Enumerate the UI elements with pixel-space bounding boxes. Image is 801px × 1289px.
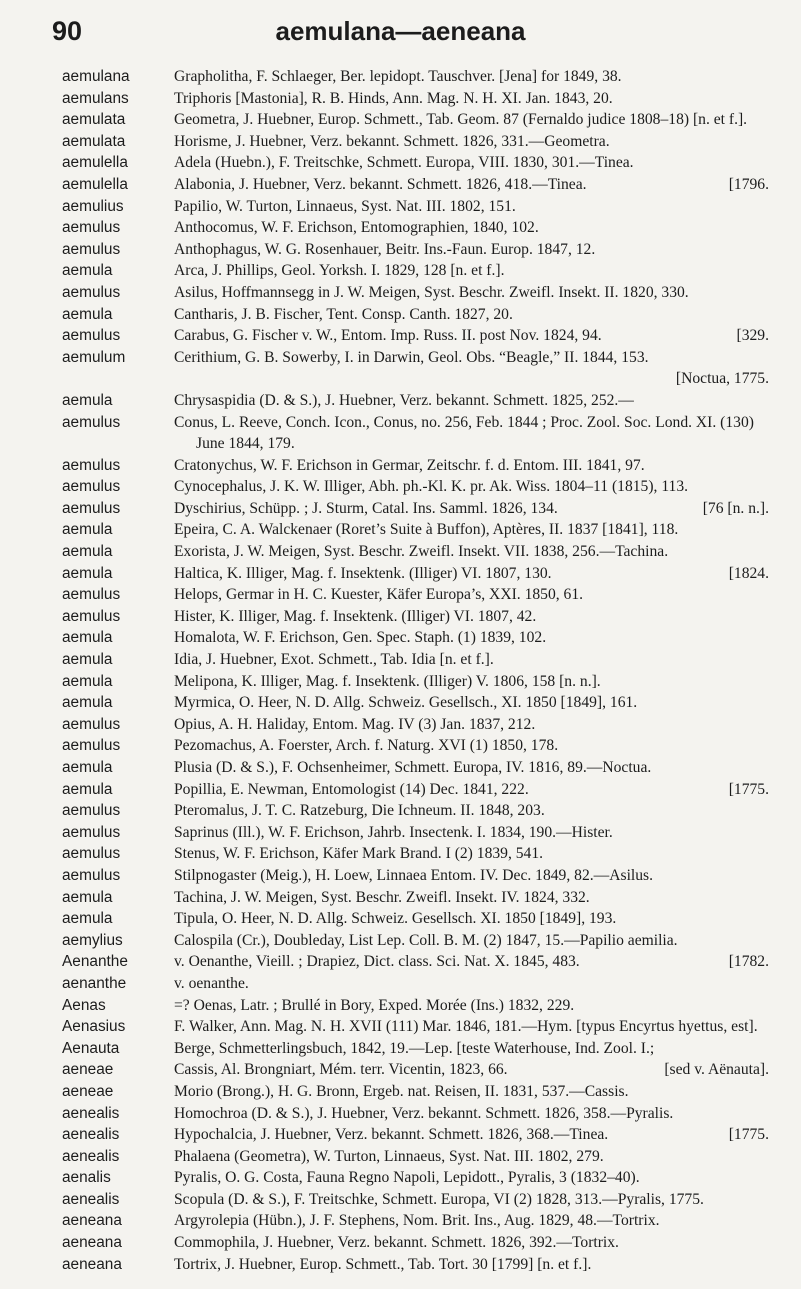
entry xyxy=(0,822,801,844)
entry-name: aemula xyxy=(62,672,113,690)
entry-carryover: [1824. xyxy=(728,564,769,582)
entry-reference-text: Popillia, E. Newman, Entomologist (14) Dec. 1841, 222. xyxy=(174,780,529,798)
entry xyxy=(0,930,801,952)
entry-reference xyxy=(174,88,769,110)
entry xyxy=(0,1146,801,1168)
entry-reference xyxy=(174,887,769,909)
entry-reference-text: Dyschirius, Schüpp. ; J. Sturm, Catal. Ins. Samml. 1826, 134. xyxy=(174,499,558,517)
entry xyxy=(0,1103,801,1125)
entry-reference xyxy=(174,1167,769,1189)
entry-reference-text: Stilpnogaster (Meig.), H. Loew, Linnaea Entom. IV. Dec. 1849, 82.—Asilus. xyxy=(174,866,653,884)
entry-name: aenealis xyxy=(62,1104,120,1122)
entry-name: aemulata xyxy=(62,111,126,129)
entry-reference xyxy=(174,66,769,88)
entry-name: aemulus xyxy=(62,586,121,604)
running-head: aemulana—aeneana xyxy=(275,16,526,46)
entry-reference xyxy=(174,671,769,693)
entry-reference xyxy=(174,1146,769,1168)
entry-reference-text: Homalota, W. F. Erichson, Gen. Spec. Staph. (1) 1839, 102. xyxy=(174,629,547,647)
entry-carryover: [1775. xyxy=(728,780,769,798)
entry-reference-text: Adela (Huebn.), F. Treitschke, Schmett. Europa, VIII. 1830, 301.—Tinea. xyxy=(174,154,634,172)
entry-name: aeneana xyxy=(62,1212,122,1230)
entry-reference-text: Asilus, Hoffmannsegg in J. W. Meigen, Syst. Beschr. Zweifl. Insekt. II. 1820, 330. xyxy=(174,283,689,301)
entry xyxy=(0,152,801,174)
entry-name: aemulus xyxy=(62,478,121,496)
entry-reference-text: Cerithium, G. B. Sowerby, I. in Darwin, Geol. Obs. “Beagle,” II. 1844, 153. xyxy=(174,348,649,366)
entry xyxy=(0,1016,801,1038)
entry-name: aemula xyxy=(62,629,113,647)
entry xyxy=(0,1254,801,1276)
entry-reference-text: Argyrolepia (Hübn.), J. F. Stephens, Nom. Brit. Ins., Aug. 1829, 48.—Tortrix. xyxy=(174,1212,660,1230)
entry-reference xyxy=(174,584,769,606)
entry-name: aemulans xyxy=(62,89,129,107)
entry-reference-text: Idia, J. Huebner, Exot. Schmett., Tab. Idia [n. et f.]. xyxy=(174,651,494,669)
entry-reference-text: Phalaena (Geometra), W. Turton, Linnaeus, Syst. Nat. III. 1802, 279. xyxy=(174,1147,604,1165)
entry-reference-text: Cantharis, J. B. Fischer, Tent. Consp. Canth. 1827, 20. xyxy=(174,305,513,323)
entry-name: Aenauta xyxy=(62,1039,120,1057)
entry xyxy=(0,692,801,714)
entry-reference xyxy=(174,217,769,239)
entry xyxy=(0,1189,801,1211)
entry xyxy=(0,800,801,822)
entry-reference-text: Scopula (D. & S.), F. Treitschke, Schmett. Europa, VI (2) 1828, 313.—Pyralis, 1775. xyxy=(174,1190,704,1208)
entry-list xyxy=(0,66,801,1275)
entry xyxy=(0,131,801,153)
entry-carryover: [sed v. Aënauta]. xyxy=(664,1061,769,1079)
entry-carryover: [1796. xyxy=(728,175,769,193)
entry-name: aemula xyxy=(62,521,113,539)
entry-reference-text: Tipula, O. Heer, N. D. Allg. Schweiz. Gesellsch. XI. 1850 [1849], 193. xyxy=(174,910,617,928)
entry xyxy=(0,519,801,541)
entry-reference xyxy=(174,951,769,973)
entry-reference-text: Chrysaspidia (D. & S.), J. Huebner, Verz. bekannt. Schmett. 1825, 252.— xyxy=(174,391,634,409)
entry xyxy=(0,908,801,930)
entry-reference xyxy=(174,995,769,1017)
entry xyxy=(0,412,801,455)
entry-name: aemula xyxy=(62,694,113,712)
entry-reference xyxy=(174,822,769,844)
entry-name: aemula xyxy=(62,759,113,776)
entry-name: aemulus xyxy=(62,823,121,841)
entry xyxy=(0,951,801,973)
entry xyxy=(0,779,801,801)
entry-reference xyxy=(174,1124,769,1146)
entry-reference-text: Commophila, J. Huebner, Verz. bekannt. Schmett. 1826, 392.—Tortrix. xyxy=(174,1234,619,1252)
page-number: 90 xyxy=(52,16,83,46)
entry-name: aemula xyxy=(62,780,113,798)
entry-name: aemulella xyxy=(62,154,128,172)
entry xyxy=(0,973,801,995)
entry-reference xyxy=(174,1081,769,1103)
entry-name: aemulata xyxy=(62,132,126,150)
entry-name: aemulum xyxy=(62,348,126,366)
entry-name: aemulus xyxy=(62,283,121,301)
entry-name: aemulus xyxy=(62,456,121,474)
entry xyxy=(0,714,801,736)
entry-reference xyxy=(174,1103,769,1125)
entry-reference-text: Plusia (D. & S.), F. Ochsenheimer, Schmett. Europa, IV. 1816, 89.—Noctua. xyxy=(174,759,652,776)
entry-reference xyxy=(174,1210,769,1232)
entry-reference xyxy=(174,930,769,952)
entry-reference xyxy=(174,779,769,801)
entry-reference-text: Berge, Schmetterlingsbuch, 1842, 19.—Lep. [teste Waterhouse, Ind. Zool. I.; xyxy=(174,1039,655,1057)
entry-name: aemula xyxy=(62,305,113,323)
entry-name: aenealis xyxy=(62,1190,120,1208)
entry-name: aemulus xyxy=(62,327,121,345)
entry xyxy=(0,1210,801,1232)
entry-reference-text: Exorista, J. W. Meigen, Syst. Beschr. Zweifl. Insekt. VII. 1838, 256.—Tachina. xyxy=(174,543,669,561)
entry-carryover: [76 [n. n.]. xyxy=(702,499,769,517)
entry-reference xyxy=(174,325,769,347)
entry xyxy=(0,649,801,671)
entry-reference xyxy=(174,1016,769,1038)
entry-reference xyxy=(174,541,769,563)
entry-reference-text: Pezomachus, A. Foerster, Arch. f. Naturg. XVI (1) 1850, 178. xyxy=(174,737,559,755)
entry-carryover: [1775. xyxy=(728,1126,769,1144)
entry xyxy=(0,563,801,585)
entry-reference-text: Conus, L. Reeve, Conch. Icon., Conus, no. 256, Feb. 1844 ; Proc. Zool. Soc. Lond. XI. (130) June 1844, 179. xyxy=(174,413,754,453)
entry-reference-text: Hister, K. Illiger, Mag. f. Insektenk. (Illiger) VI. 1807, 42. xyxy=(174,607,537,625)
entry-reference xyxy=(174,800,769,822)
entry-name: aemulus xyxy=(62,413,121,431)
entry-reference xyxy=(174,131,769,153)
entry-carryover: [Noctua, 1775. xyxy=(675,370,769,388)
entry-reference-text: Anthophagus, W. G. Rosenhauer, Beitr. Ins.-Faun. Europ. 1847, 12. xyxy=(174,240,596,258)
entry-reference-text: v. oenanthe. xyxy=(174,974,249,992)
entry xyxy=(0,1081,801,1103)
entry-reference xyxy=(174,519,769,541)
entry xyxy=(0,541,801,563)
entry-reference-text: Calospila (Cr.), Doubleday, List Lep. Coll. B. M. (2) 1847, 15.—Papilio aemilia. xyxy=(174,931,678,949)
entry-name: aemula xyxy=(62,543,113,561)
entry-reference-text: Helops, Germar in H. C. Kuester, Käfer Europa’s, XXI. 1850, 61. xyxy=(174,586,584,604)
entry-name: aemulana xyxy=(62,68,130,85)
entry-name: aemulella xyxy=(62,175,128,193)
entry-name: aemulius xyxy=(62,197,124,215)
entry-name: aeneae xyxy=(62,1061,114,1079)
entry-reference-text: Cynocephalus, J. K. W. Illiger, Abh. ph.-Kl. K. pr. Ak. Wiss. 1804–11 (1815), 113. xyxy=(174,478,689,496)
entry xyxy=(0,174,801,196)
entry-reference xyxy=(174,412,769,455)
entry-reference xyxy=(174,714,769,736)
entry-name: aenanthe xyxy=(62,974,127,992)
entry xyxy=(0,196,801,218)
entry xyxy=(0,217,801,239)
entry-reference-text: Myrmica, O. Heer, N. D. Allg. Schweiz. Gesellsch., XI. 1850 [1849], 161. xyxy=(174,694,638,712)
entry-reference-text: Cratonychus, W. F. Erichson in Germar, Zeitschr. f. d. Entom. III. 1841, 97. xyxy=(174,456,645,474)
entry-reference-text: Epeira, C. A. Walckenaer (Roret’s Suite à Buffon), Aptères, II. 1837 [1841], 118. xyxy=(174,521,679,539)
entry-reference xyxy=(174,692,769,714)
entry-reference-text: Morio (Brong.), H. G. Bronn, Ergeb. nat. Reisen, II. 1831, 537.—Cassis. xyxy=(174,1082,629,1100)
entry-reference xyxy=(174,606,769,628)
entry-reference xyxy=(174,498,769,520)
entry xyxy=(0,260,801,282)
entry-reference-text: Opius, A. H. Haliday, Entom. Mag. IV (3) Jan. 1837, 212. xyxy=(174,715,536,733)
entry-reference xyxy=(174,908,769,930)
entry-reference xyxy=(174,239,769,261)
entry xyxy=(0,109,801,131)
entry-reference xyxy=(174,347,769,369)
entry xyxy=(0,1124,801,1146)
entry-reference-text: Haltica, K. Illiger, Mag. f. Insektenk. (Illiger) VI. 1807, 130. xyxy=(174,564,552,582)
entry-reference xyxy=(174,390,769,412)
entry-reference xyxy=(174,757,769,779)
entry-name: aemula xyxy=(62,564,113,582)
entry xyxy=(0,671,801,693)
entry-reference-text: Anthocomus, W. F. Erichson, Entomographien, 1840, 102. xyxy=(174,219,539,237)
entry-name: aemylius xyxy=(62,931,123,949)
entry-name: aemula xyxy=(62,910,113,928)
entry-reference-text: F. Walker, Ann. Mag. N. H. XVII (111) Mar. 1846, 181.—Hym. [typus Encyrtus hyettus, est]. xyxy=(174,1018,758,1036)
entry-name: aeneana xyxy=(62,1255,122,1273)
entry xyxy=(0,843,801,865)
entry-reference xyxy=(174,1189,769,1211)
entry-reference-text: Carabus, G. Fischer v. W., Entom. Imp. Russ. II. post Nov. 1824, 94. xyxy=(174,327,602,345)
entry-reference xyxy=(174,260,769,282)
entry-name: Aenasius xyxy=(62,1018,126,1036)
entry xyxy=(0,1232,801,1254)
entry-name: aenealis xyxy=(62,1147,120,1165)
entry xyxy=(0,66,801,88)
entry xyxy=(0,88,801,110)
entry-reference-text: Homochroa (D. & S.), J. Huebner, Verz. bekannt. Schmett. 1826, 358.—Pyralis. xyxy=(174,1104,674,1122)
entry-name: aemulus xyxy=(62,499,121,517)
entry-reference xyxy=(174,627,769,649)
entry-reference-text: Pteromalus, J. T. C. Ratzeburg, Die Ichneum. II. 1848, 203. xyxy=(174,802,545,820)
entry xyxy=(0,1059,801,1081)
entry-reference xyxy=(174,174,769,196)
entry-name: aemulus xyxy=(62,845,121,863)
entry-carryover: [329. xyxy=(736,327,769,345)
entry-reference-text: v. Oenanthe, Vieill. ; Drapiez, Dict. class. Sci. Nat. X. 1845, 483. xyxy=(174,953,580,971)
entry-reference-text: Cassis, Al. Brongniart, Mém. terr. Vicentin, 1823, 66. xyxy=(174,1061,508,1079)
entry-reference-text: =? Oenas, Latr. ; Brullé in Bory, Exped. Morée (Ins.) 1832, 229. xyxy=(174,996,575,1014)
entry xyxy=(0,627,801,649)
entry-name: aemulus xyxy=(62,240,121,258)
entry-name: Aenas xyxy=(62,996,106,1014)
entry-name: aemula xyxy=(62,391,113,409)
entry-reference-text: Stenus, W. F. Erichson, Käfer Mark Brand. I (2) 1839, 541. xyxy=(174,845,544,863)
entry-name: aeneana xyxy=(62,1234,122,1252)
entry xyxy=(0,476,801,498)
entry-reference-text: Tortrix, J. Huebner, Europ. Schmett., Tab. Tort. 30 [1799] [n. et f.]. xyxy=(174,1255,592,1273)
entry-name: aemulus xyxy=(62,866,121,884)
entry-name: aemula xyxy=(62,651,113,669)
entry-reference-text: Horisme, J. Huebner, Verz. bekannt. Schmett. 1826, 331.—Geometra. xyxy=(174,132,610,150)
entry xyxy=(0,390,801,412)
entry-reference xyxy=(174,1232,769,1254)
entry-reference xyxy=(174,1038,769,1060)
entry xyxy=(0,304,801,326)
entry-reference xyxy=(174,1254,769,1276)
entry xyxy=(0,757,801,779)
entry-name: aenealis xyxy=(62,1126,120,1144)
entry xyxy=(0,368,801,390)
entry xyxy=(0,606,801,628)
page-header xyxy=(0,10,801,50)
entry xyxy=(0,865,801,887)
entry-carryover: [1782. xyxy=(728,953,769,971)
entry-reference xyxy=(174,282,769,304)
entry-reference xyxy=(174,368,769,390)
entry-reference-text: Triphoris [Mastonia], R. B. Hinds, Ann. Mag. N. H. XI. Jan. 1843, 20. xyxy=(174,89,613,107)
entry-reference-text: Saprinus (Ill.), W. F. Erichson, Jahrb. Insectenk. I. 1834, 190.—Hister. xyxy=(174,823,613,841)
entry-reference-text: Tachina, J. W. Meigen, Syst. Beschr. Zweifl. Insekt. IV. 1824, 332. xyxy=(174,888,590,906)
entry-reference-text: Melipona, K. Illiger, Mag. f. Insektenk. (Illiger) V. 1806, 158 [n. n.]. xyxy=(174,672,601,690)
entry-reference xyxy=(174,735,769,757)
entry-name: aemulus xyxy=(62,219,121,237)
entry-reference xyxy=(174,843,769,865)
entry-name: aemula xyxy=(62,262,113,280)
entry xyxy=(0,584,801,606)
entry-reference-text: Pyralis, O. G. Costa, Fauna Regno Napoli, Lepidott., Pyralis, 3 (1832–40). xyxy=(174,1169,640,1187)
entry xyxy=(0,455,801,477)
entry-reference xyxy=(174,196,769,218)
entry-reference-text: Alabonia, J. Huebner, Verz. bekannt. Schmett. 1826, 418.—Tinea. xyxy=(174,175,587,193)
entry-name: aemula xyxy=(62,888,113,906)
entry-reference xyxy=(174,563,769,585)
entry-reference xyxy=(174,649,769,671)
entry xyxy=(0,887,801,909)
entry-reference-text: Hypochalcia, J. Huebner, Verz. bekannt. Schmett. 1826, 368.—Tinea. xyxy=(174,1126,609,1144)
entry xyxy=(0,735,801,757)
entry-reference xyxy=(174,476,769,498)
entry xyxy=(0,1167,801,1189)
entry-name: aemulus xyxy=(62,737,121,755)
entry-reference-text: Geometra, J. Huebner, Europ. Schmett., Tab. Geom. 87 (Fernaldo judice 1808–18) [n. et f.]. xyxy=(174,111,748,129)
entry xyxy=(0,325,801,347)
entry-name: aenalis xyxy=(62,1169,111,1187)
entry-name: aeneae xyxy=(62,1082,114,1100)
entry xyxy=(0,498,801,520)
entry xyxy=(0,1038,801,1060)
entry-reference xyxy=(174,455,769,477)
entry-reference xyxy=(174,973,769,995)
entry-reference-text: Papilio, W. Turton, Linnaeus, Syst. Nat. III. 1802, 151. xyxy=(174,197,516,215)
entry-reference xyxy=(174,109,769,131)
entry xyxy=(0,347,801,369)
entry-name: Aenanthe xyxy=(62,953,128,971)
entry xyxy=(0,995,801,1017)
entry-reference xyxy=(174,152,769,174)
entry-reference xyxy=(174,1059,769,1081)
entry-name: aemulus xyxy=(62,607,121,625)
entry-name: aemulus xyxy=(62,802,121,820)
entry-name: aemulus xyxy=(62,715,121,733)
entry-reference-text: Arca, J. Phillips, Geol. Yorksh. I. 1829, 128 [n. et f.]. xyxy=(174,262,505,280)
entry-reference-text: Grapholitha, F. Schlaeger, Ber. lepidopt. Tauschver. [Jena] for 1849, 38. xyxy=(174,68,622,85)
entry xyxy=(0,239,801,261)
entry xyxy=(0,282,801,304)
entry-reference xyxy=(174,304,769,326)
entry-reference xyxy=(174,865,769,887)
